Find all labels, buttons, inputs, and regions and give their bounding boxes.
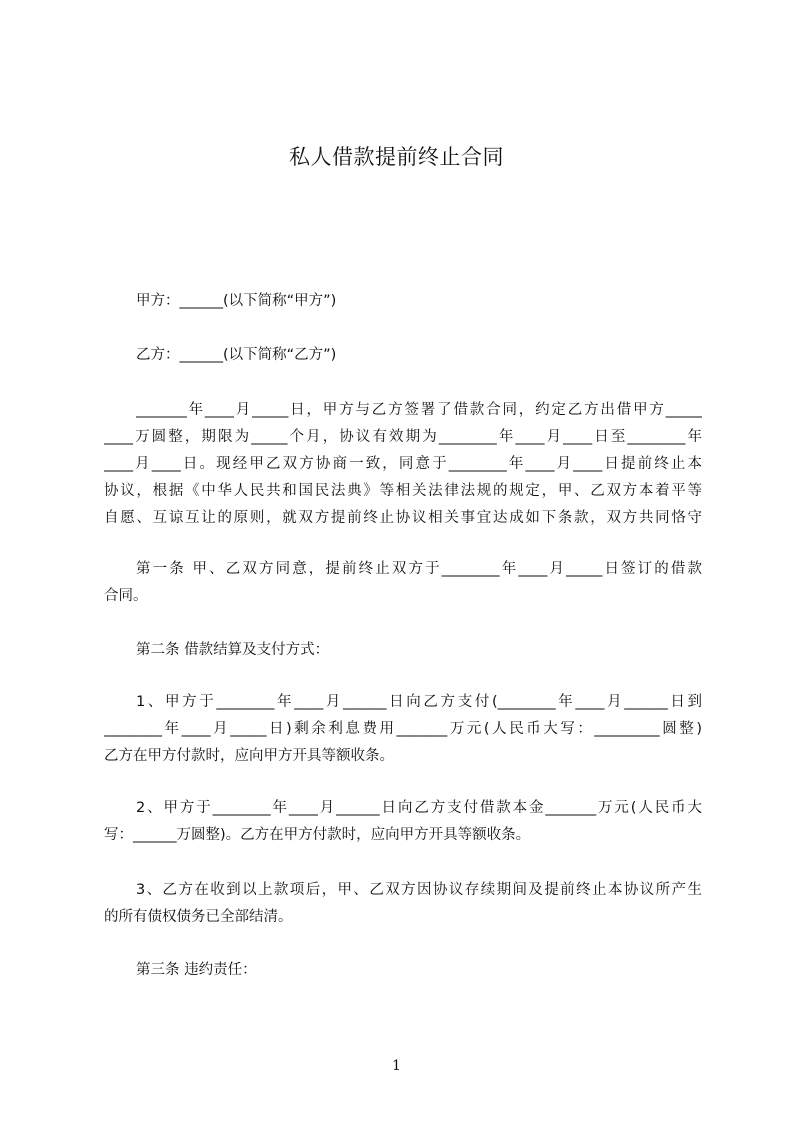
clause-2-1-line-1: 1、甲方于________年____月______日向乙方支付(________年____月______日到: [136, 694, 702, 710]
preamble-line-1: _______年____月_____日，甲方与乙方签署了借款合同，约定乙方出借甲方_____: [136, 402, 702, 418]
clause-2-1-line-2: ________年____月_____日)剩余利息费用_______万元(人民币大写：_________圆整): [104, 721, 702, 737]
article-3-heading: 第三条 违约责任：: [136, 962, 257, 978]
clause-2-1-line-3: 乙方在甲方付款时，应向甲方开具等额收条。: [104, 748, 394, 764]
party-b-line: 乙方：______(以下简称“乙方”): [136, 347, 337, 363]
article-1-line-2: 合同。: [104, 588, 148, 604]
preamble-line-4: 协议，根据《中华人民共和国民法典》等相关法律法规的规定，甲、乙双方本着平等: [104, 483, 702, 499]
clause-2-3-line-2: 的所有债权债务已全部结清。: [104, 909, 293, 925]
clause-2-2-line-1: 2、甲方于________年____月______日向乙方支付借款本金_______万元(人民币大: [136, 800, 702, 816]
document-title: 私人借款提前终止合同: [289, 145, 504, 169]
article-1-line-1: 第一条 甲、乙双方同意，提前终止双方于________年____月_____日签订的借款: [136, 561, 702, 577]
preamble-line-3: ____月____日。现经甲乙双方协商一致，同意于________年____月____日提前终止本: [104, 456, 702, 472]
article-2-heading: 第二条 借款结算及支付方式：: [136, 642, 330, 658]
party-a-line: 甲方：______(以下简称“甲方”): [136, 293, 337, 309]
page-number: 1: [392, 1058, 401, 1074]
preamble-line-2: ____万圆整，期限为_____个月，协议有效期为________年____月____日至________年: [104, 429, 702, 445]
clause-2-2-line-2: 写：______万圆整)。乙方在甲方付款时，应向甲方开具等额收条。: [104, 827, 531, 843]
clause-2-3-line-1: 3、乙方在收到以上款项后，甲、乙双方因协议存续期间及提前终止本协议所产生: [136, 882, 702, 898]
preamble-line-5: 自愿、互谅互让的原则，就双方提前终止协议相关事宜达成如下条款，双方共同恪守: [104, 510, 702, 526]
